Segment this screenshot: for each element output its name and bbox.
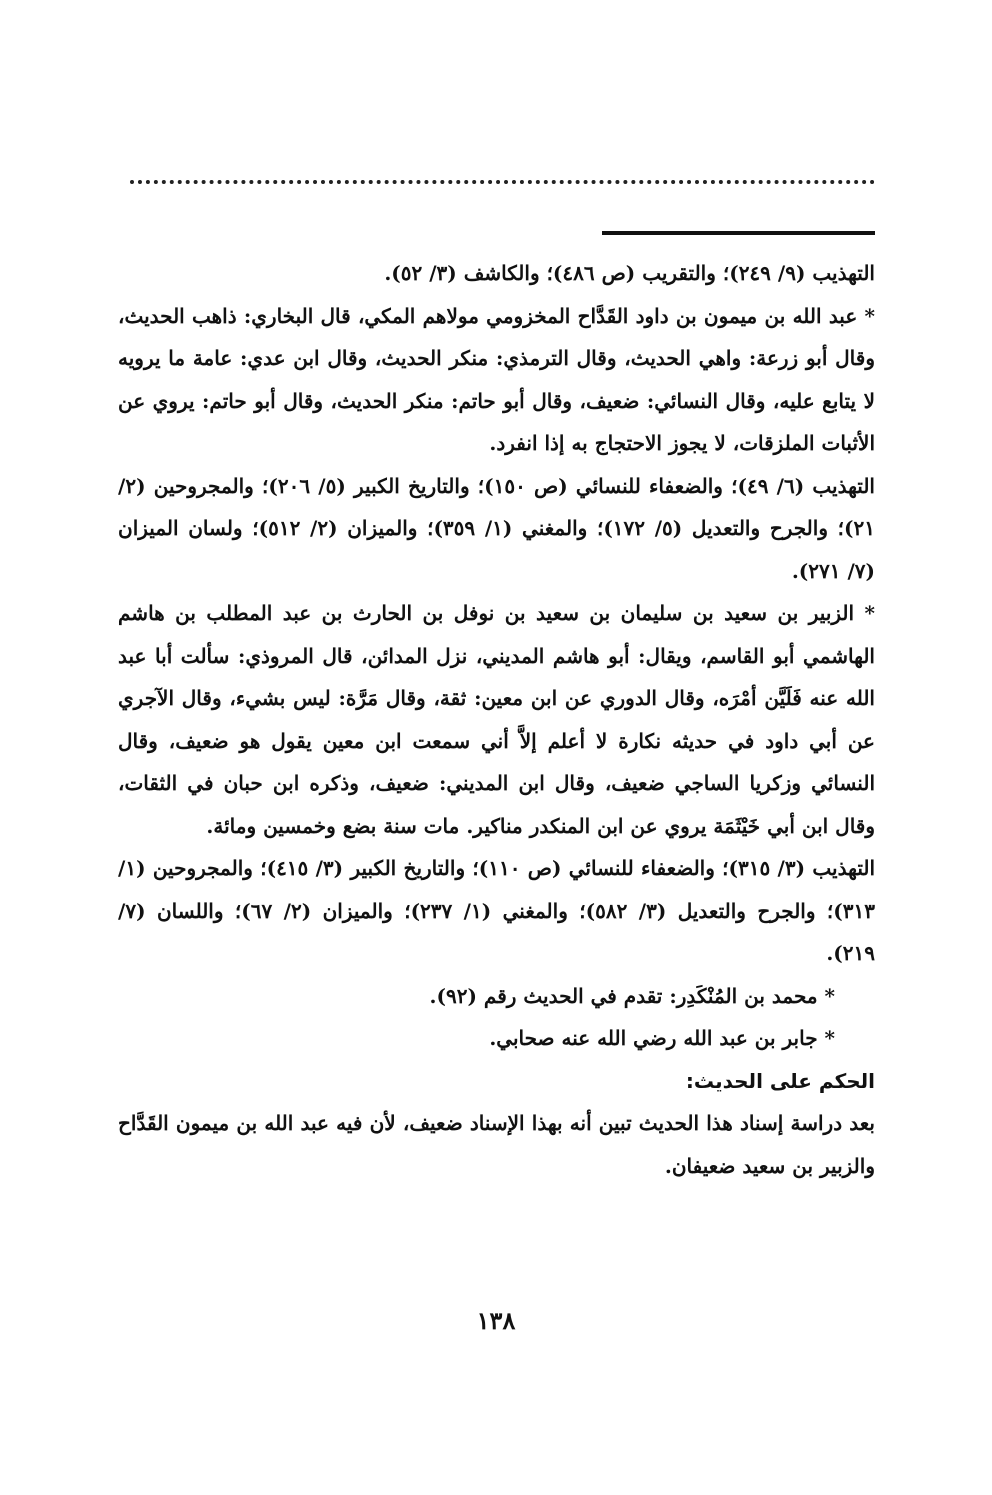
paragraph-citation-3: التهذيب (٣/ ٣١٥)؛ والضعفاء للنسائي (ص ١١٠)؛ والتاريخ الكبير (٣/ ٤١٥)؛ والمجروحين (١/ ٣١٣)؛ والجرح والتعديل (٣/ ٥٨٢)؛ والمغني (١/ ٢٣٧)؛ والميزان (٢/ ٦٧)؛ واللسان (٧/ ٢١٩). <box>118 856 876 965</box>
paragraph-citation-1: التهذيب (٩/ ٢٤٩)؛ والتقريب (ص ٤٨٦)؛ والكاشف (٣/ ٥٢). <box>384 261 875 285</box>
paragraph-narrator-zubair: * الزبير بن سعيد بن سليمان بن سعيد بن نوفل بن الحارث بن عبد المطلب بن هاشم الهاشمي أبو القاسم، ويقال: أبو هاشم المديني، نزل المدائن، قال المروذي: سألت أبا عبد الله عنه فَلَيَّن أمْرَه، وقال الدوري عن ابن معين: ثقة، وقال مَرَّة: ليس بشيء، وقال الآجري عن أبي داود في حديثه نكارة لا أعلم إلاَّ أني سمعت ابن معين يقول هو ضعيف، وقال النسائي وزكريا الساجي ضعيف، وقال ابن المديني: ضعيف، وذكره ابن حبان في الثقات، وقال ابن أبي خَيْثَمَة يروي عن ابن المنكدر مناكير. مات سنة بضع وخمسين ومائة. <box>118 601 875 838</box>
paragraph-narrator-jabir: * جابر بن عبد الله رضي الله عنه صحابي. <box>489 1026 835 1050</box>
body-text <box>118 252 875 1187</box>
paragraph-narrator-abdullah: * عبد الله بن ميمون بن داود القَدَّاح المخزومي مولاهم المكي، قال البخاري: ذاهب الحديث، وقال أبو زرعة: واهي الحديث، وقال الترمذي: منكر الحديث، وقال ابن عدي: عامة ما يرويه لا يتابع عليه، وقال النسائي: ضعيف، وقال أبو حاتم: منكر الحديث، وقال أبو حاتم: يروي عن الأثبات الملزقات، لا يجوز الاحتجاج به إذا انفرد. <box>118 303 875 455</box>
paragraph-ruling: بعد دراسة إسناد هذا الحديث تبين أنه بهذا الإسناد ضعيف، لأن فيه عبد الله بن ميمون القَدَّاح والزبير بن سعيد ضعيفان. <box>118 1111 875 1178</box>
section-heading: الحكم على الحديث: <box>685 1068 875 1093</box>
dotted-separator <box>130 180 875 184</box>
page-number: ١٣٨ <box>476 1306 516 1335</box>
footnote-rule <box>602 231 875 235</box>
paragraph-narrator-munkadir: * محمد بن المُنْكَدِر: تقدم في الحديث رقم (٩٢). <box>429 983 835 1008</box>
paragraph-citation-2: التهذيب (٦/ ٤٩)؛ والضعفاء للنسائي (ص ١٥٠)؛ والتاريخ الكبير (٥/ ٢٠٦)؛ والمجروحين (٢/ ٢١)؛ والجرح والتعديل (٥/ ١٧٢)؛ والمغني (١/ ٣٥٩)؛ والميزان (٢/ ٥١٢)؛ ولسان الميزان (٧/ ٢٧١). <box>118 473 875 583</box>
